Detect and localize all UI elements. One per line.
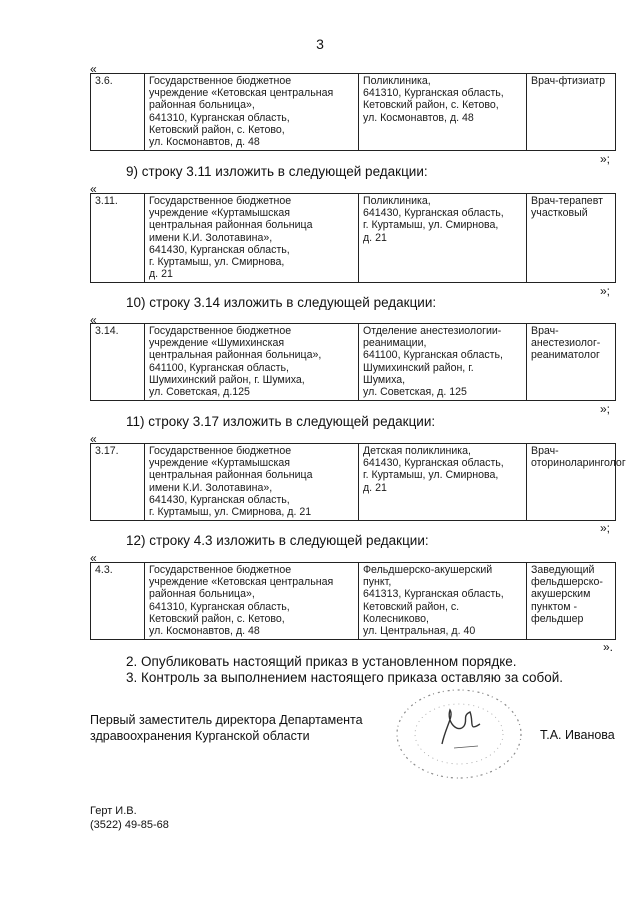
unit-cell: Отделение анестезиологии- реанимации, 641100, Курганская область, Шумихинский район, г. Шумиха, ул. Советская, д. 125: [359, 324, 527, 401]
table-row: [91, 324, 616, 401]
row-3-14-table: [90, 323, 616, 401]
page-number: 3: [316, 36, 324, 52]
quote-open: «: [90, 62, 97, 76]
organization-cell: Государственное бюджетное учреждение «Куртамышская центральная районная больница имени К.И. Золотавина», 641430, Курганская область, г. Куртамыш, ул. Смирнова, д. 21: [145, 194, 359, 283]
item-publish: 2. Опубликовать настоящий приказ в установленном порядке.: [126, 654, 517, 669]
amendment-heading: 9) строку 3.11 изложить в следующей редакции:: [126, 164, 428, 179]
row-number: 3.14.: [91, 324, 145, 401]
row-3-17-table: [90, 443, 626, 521]
table-row: [91, 74, 616, 151]
amendment-heading: 10) строку 3.14 изложить в следующей редакции:: [126, 295, 437, 310]
row-number: 3.11.: [91, 194, 145, 283]
position-cell: Врач-терапевт участковый: [527, 194, 616, 283]
quote-close: ».: [603, 640, 614, 654]
stamp-seal: [384, 686, 534, 786]
executor-name: Герт И.В.: [90, 805, 137, 817]
organization-cell: Государственное бюджетное учреждение «Куртамышская центральная районная больница имени К.И. Золотавина», 641430, Курганская область, г. Куртамыш, ул. Смирнова, д. 21: [145, 444, 359, 521]
organization-cell: Государственное бюджетное учреждение «Шумихинская центральная районная больница», 641100, Курганская область, Шумихинский район, г. Шумиха, ул. Советская, д.125: [145, 324, 359, 401]
signatory-name: Т.А. Иванова: [540, 728, 615, 742]
signatory-title: Первый заместитель директора Департамента здравоохранения Курганской области: [90, 713, 363, 743]
row-number: 3.17.: [91, 444, 145, 521]
position-cell: Заведующий фельдшерско- акушерским пунктом - фельдшер: [527, 563, 616, 640]
position-cell: Врач-фтизиатр: [527, 74, 616, 151]
organization-cell: Государственное бюджетное учреждение «Кетовская центральная районная больница», 641310, Курганская область, Кетовский район, с. Кетово, ул. Космонавтов, д. 48: [145, 74, 359, 151]
amendment-heading: 12) строку 4.3 изложить в следующей редакции:: [126, 533, 429, 548]
row-3-6-table: [90, 73, 616, 151]
unit-cell: Фельдшерско-акушерский пункт, 641313, Курганская область, Кетовский район, с. Колесниково, ул. Центральная, д. 40: [359, 563, 527, 640]
item-control: 3. Контроль за выполнением настоящего приказа оставляю за собой.: [126, 670, 564, 685]
table-row: [91, 563, 616, 640]
quote-open: «: [90, 313, 97, 327]
quote-close: »;: [600, 402, 611, 416]
signature-scribble: [442, 710, 480, 744]
executor-phone: (3522) 49-85-68: [90, 819, 169, 831]
row-3-11-table: [90, 193, 616, 283]
organization-cell: Государственное бюджетное учреждение «Кетовская центральная районная больница», 641310, Курганская область, Кетовский район, с. Кетово, ул. Космонавтов, д. 48: [145, 563, 359, 640]
quote-open: «: [90, 432, 97, 446]
quote-close: »;: [600, 284, 611, 298]
quote-close: »;: [600, 152, 611, 166]
quote-open: «: [90, 551, 97, 565]
unit-cell: Поликлиника, 641310, Курганская область, Кетовский район, с. Кетово, ул. Космонавтов, д. 48: [359, 74, 527, 151]
row-4-3-table: [90, 562, 616, 640]
row-number: 4.3.: [91, 563, 145, 640]
unit-cell: Детская поликлиника, 641430, Курганская область, г. Куртамыш, ул. Смирнова, д. 21: [359, 444, 527, 521]
table-row: [91, 194, 616, 283]
quote-open: «: [90, 182, 97, 196]
row-number: 3.6.: [91, 74, 145, 151]
unit-cell: Поликлиника, 641430, Курганская область, г. Куртамыш, ул. Смирнова, д. 21: [359, 194, 527, 283]
amendment-heading: 11) строку 3.17 изложить в следующей редакции:: [126, 414, 436, 429]
position-cell: Врач-анестезиолог- реаниматолог: [527, 324, 616, 401]
quote-close: »;: [600, 521, 611, 535]
position-cell: Врач- оториноларинголог: [527, 444, 616, 521]
table-row: [91, 444, 616, 521]
